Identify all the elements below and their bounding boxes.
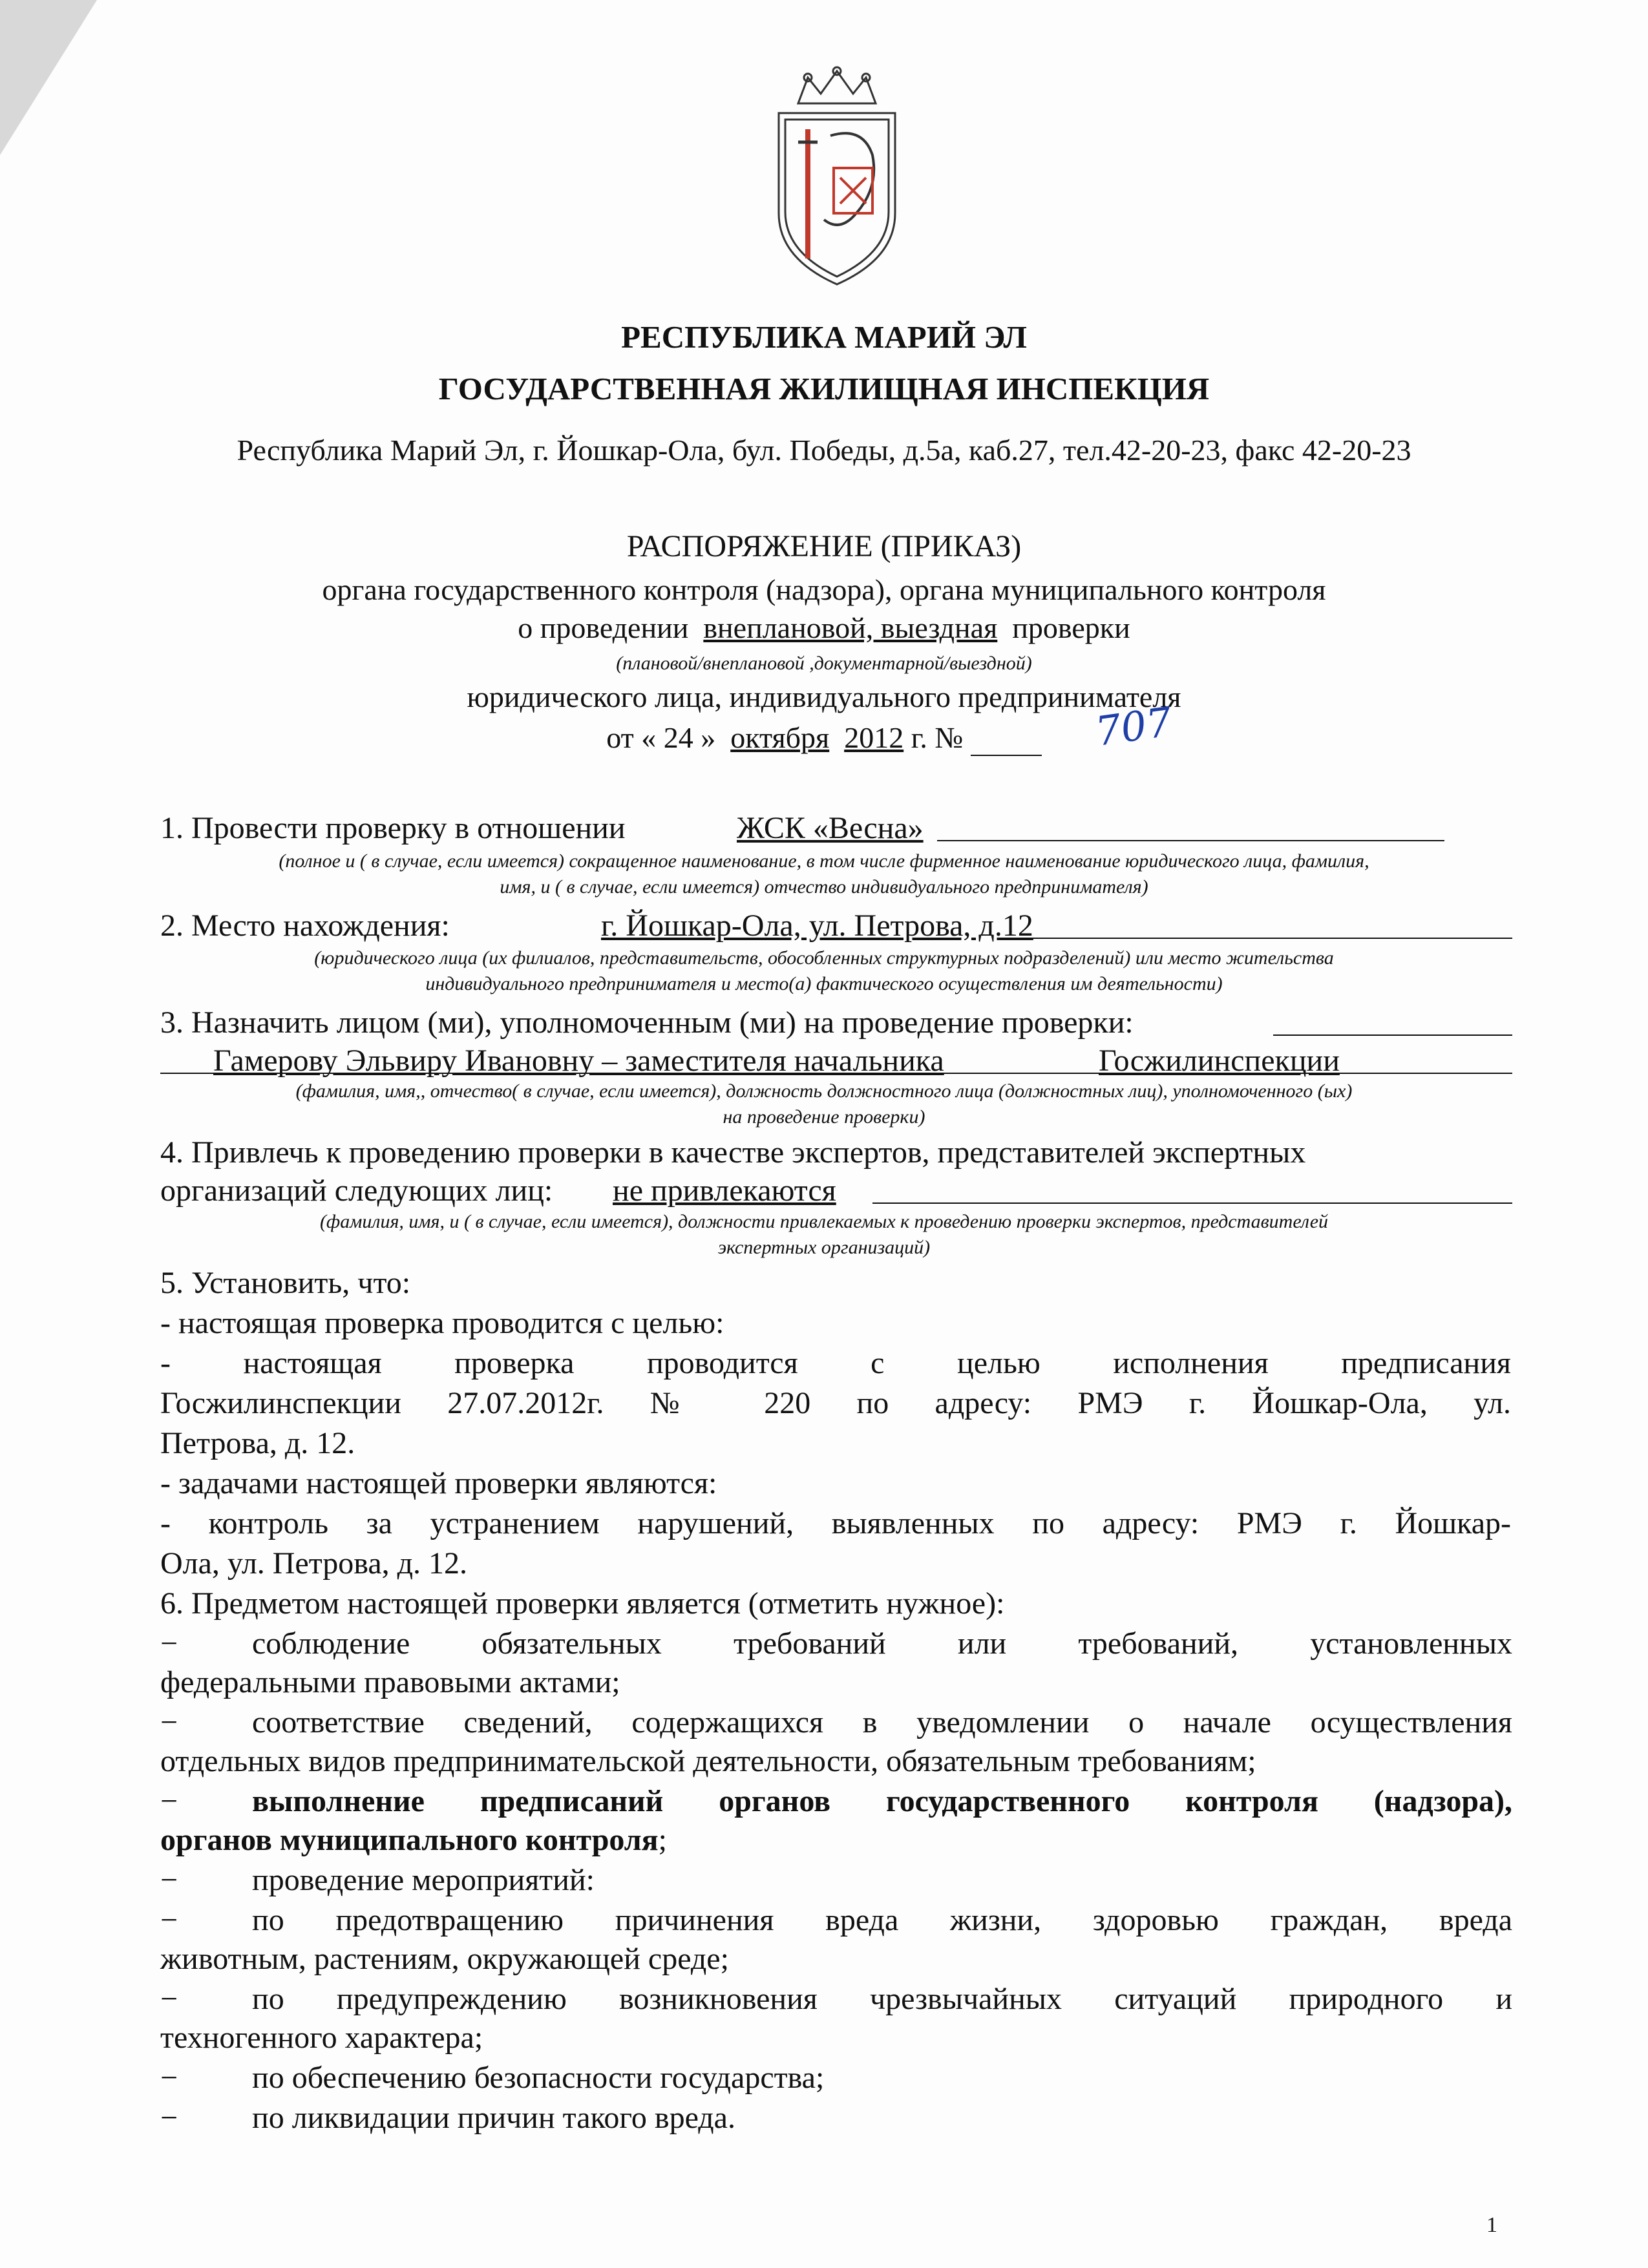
agency-address: Республика Марий Эл, г. Йошкар-Ола, бул. Победы, д.5а, каб.27, тел.42-20-23, факс 42-20-23 xyxy=(237,434,1411,467)
subject-a-line-2: федеральными правовыми актами; xyxy=(160,1665,620,1699)
region-heading: РЕСПУБЛИКА МАРИЙ ЭЛ xyxy=(621,319,1027,355)
item-3-hint-1: (фамилия, имя,, отчество( в случае, если имеется), должность должностного лица (должностных лиц), уполномоченного (ых) xyxy=(295,1080,1353,1102)
subject-a-line-1: соблюдение обязательных требований или требований, установленных xyxy=(252,1626,1512,1661)
item-4-hint-1: (фамилия, имя, и ( в случае, если имеется), должности привлекаемых к проведению проверки экспертов, представителей xyxy=(319,1211,1329,1232)
item-6-title: 6. Предметом настоящей проверки является (отметить нужное): xyxy=(160,1586,1005,1621)
item-5-goal-2: Госжилинспекции 27.07.2012г. № 220 по адресу: РМЭ г. Йошкар-Ола, ул. xyxy=(160,1386,1511,1420)
bullet-d: − xyxy=(160,1863,178,1897)
agency-heading: ГОСУДАРСТВЕННАЯ ЖИЛИЩНАЯ ИНСПЕКЦИЯ xyxy=(438,371,1210,406)
subject-c-line-1: выполнение предписаний органов государственного контроля (надзора), xyxy=(252,1784,1512,1818)
item-3-person: Гамерову Эльвиру Ивановну – заместителя начальника xyxy=(213,1044,944,1078)
item-5-goal-label: - настоящая проверка проводится с целью: xyxy=(160,1306,724,1340)
item-5-tasks-label: - задачами настоящей проверки являются: xyxy=(160,1466,717,1500)
subject-c-line-2-text: органов муниципального контроля xyxy=(160,1823,659,1857)
document-type: РАСПОРЯЖЕНИЕ (ПРИКАЗ) xyxy=(626,529,1022,563)
item-2-label: 2. Место нахождения: xyxy=(160,908,450,943)
bullet-c: − xyxy=(160,1784,178,1818)
item-2-hint-1: (юридического лица (их филиалов, представительств, обособленных структурных подразделений) или место жительства xyxy=(314,947,1334,969)
title-line-2-prefix: о проведении xyxy=(518,611,689,644)
item-1-label: 1. Провести проверку в отношении xyxy=(160,811,626,845)
subject-f-line-2: техногенного характера; xyxy=(160,2021,483,2055)
item-1-hint-2: имя, и ( в случае, если имеется) отчество индивидуального предпринимателя) xyxy=(500,876,1148,898)
title-line-2 xyxy=(0,611,1648,645)
date-month: октября xyxy=(730,721,830,754)
item-5-goal-3: Петрова, д. 12. xyxy=(160,1426,355,1460)
subject-f-line-1: по предупреждению возникновения чрезвычайных ситуаций природного и xyxy=(252,1982,1512,2016)
item-5-task-1: - контроль за устранением нарушений, выявленных по адресу: РМЭ г. Йошкар- xyxy=(160,1506,1511,1540)
title-line-2-suffix: проверки xyxy=(1012,611,1130,644)
title-line-3: юридического лица, индивидуального предпринимателя xyxy=(467,680,1181,713)
bullet-a: − xyxy=(160,1626,178,1661)
subject-b-line-2: отдельных видов предпринимательской деятельности, обязательным требованиям; xyxy=(160,1744,1256,1778)
subject-c-line-2 xyxy=(160,1822,667,1858)
item-1-underline xyxy=(937,840,1444,841)
document-date-line xyxy=(0,720,1648,756)
bullet-h: − xyxy=(160,2101,178,2135)
subject-b-line-1: соответствие сведений, содержащихся в уведомлении о начале осуществления xyxy=(252,1705,1512,1739)
bullet-f: − xyxy=(160,1982,178,2016)
subject-h: по ликвидации причин такого вреда. xyxy=(252,2101,735,2135)
subject-c-line-2-tail: ; xyxy=(658,1823,667,1857)
item-1-hint-1: (полное и ( в случае, если имеется) сокращенное наименование, в том числе фирменное наименование юридического лица, фамилия, xyxy=(279,850,1369,872)
inspection-type-hint: (плановой/внеплановой ,документарной/выездной) xyxy=(616,653,1032,674)
item-3-organization: Госжилинспекции xyxy=(1099,1044,1340,1078)
date-day: от « 24 » xyxy=(606,721,716,754)
item-2-value: г. Йошкар-Ола, ул. Петрова, д.12 xyxy=(601,908,1033,943)
page-number: 1 xyxy=(1486,2213,1497,2237)
item-5-task-2: Ола, ул. Петрова, д. 12. xyxy=(160,1546,468,1580)
item-5-goal-1: - настоящая проверка проводится с целью исполнения предписания xyxy=(160,1346,1511,1380)
bullet-b: − xyxy=(160,1705,178,1739)
subject-e-line-2: животным, растениям, окружающей среде; xyxy=(160,1942,729,1976)
item-4-value: не привлекаются xyxy=(613,1173,836,1208)
title-line-1: органа государственного контроля (надзора), органа муниципального контроля xyxy=(322,573,1326,606)
item-4-underline xyxy=(872,1202,1512,1204)
item-5-title: 5. Установить, что: xyxy=(160,1266,411,1300)
folded-corner xyxy=(0,0,97,155)
item-4-line-1: 4. Привлечь к проведению проверки в качестве экспертов, представителей экспертных xyxy=(160,1135,1306,1170)
item-4-hint-2: экспертных организаций) xyxy=(717,1237,931,1258)
inspection-type-value: внеплановой, выездная xyxy=(703,611,998,644)
item-3-hint-2: на проведение проверки) xyxy=(723,1106,925,1128)
item-2-hint-2: индивидуального предпринимателя и место(а) фактического осуществления им деятельности) xyxy=(425,973,1223,994)
date-year: 2012 xyxy=(844,721,904,754)
handwritten-number: 707 xyxy=(1092,698,1175,755)
subject-d: проведение мероприятий: xyxy=(252,1863,595,1897)
bullet-g: − xyxy=(160,2061,178,2095)
bullet-e: − xyxy=(160,1903,178,1937)
item-4-label: организаций следующих лиц: xyxy=(160,1173,553,1208)
item-3-label: 3. Назначить лицом (ми), уполномоченным (ми) на проведение проверки: xyxy=(160,1005,1134,1040)
item-3-underline xyxy=(1273,1034,1512,1036)
item-2-underline xyxy=(1008,938,1512,939)
item-3-value-underline xyxy=(160,1073,1512,1074)
item-1-value: ЖСК «Весна» xyxy=(737,811,924,845)
subject-e-line-1: по предотвращению причинения вреда жизни, здоровью граждан, вреда xyxy=(252,1903,1512,1937)
coat-of-arms-icon xyxy=(759,65,914,291)
subject-g: по обеспечению безопасности государства; xyxy=(252,2061,825,2095)
number-label: г. № xyxy=(911,721,964,754)
